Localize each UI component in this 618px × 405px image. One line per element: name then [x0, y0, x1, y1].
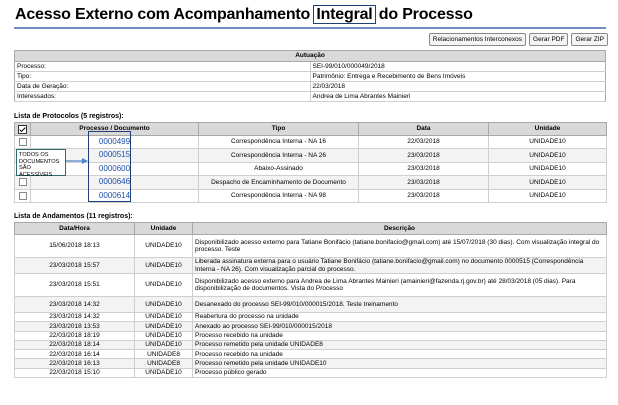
- gerar-zip-button[interactable]: Gerar ZIP: [571, 33, 608, 46]
- unidade-cell: UNIDADE10: [135, 340, 193, 349]
- unidade-cell: UNIDADE10: [135, 368, 193, 377]
- data-cell: 23/03/2018: [359, 176, 489, 189]
- data-cell: 23/03/2018: [359, 149, 489, 162]
- descricao-cell: Processo remetido pela unidade UNIDADE8: [193, 340, 607, 349]
- descricao-cell: Disponibilizado acesso externo para Tatiane Bonifácio (tatiane.bonifacio@gmail.com) até 15/07/2018 (30 dias). Com visualização integral do processo. Teste: [193, 235, 607, 258]
- datahora-cell: 22/03/2018 18:19: [15, 331, 135, 340]
- autuacao-row-processo: [15, 62, 606, 72]
- table-row: [15, 162, 607, 175]
- toolbar: [429, 33, 608, 46]
- autuacao-row-interessados: [15, 92, 606, 102]
- row-checkbox[interactable]: [19, 178, 27, 186]
- tipo-cell: Abaixo-Assinado: [199, 162, 359, 175]
- unidade-cell: UNIDADE10: [489, 149, 607, 162]
- autuacao-label: Processo:: [15, 62, 311, 72]
- datahora-cell: 15/06/2018 18:13: [15, 235, 135, 258]
- data-cell: 23/03/2018: [359, 189, 489, 202]
- col-header-documento[interactable]: Processo / Documento: [31, 123, 199, 136]
- autuacao-value: SEI-99/010/000049/2018: [310, 62, 606, 72]
- col-header-unidade[interactable]: Unidade: [135, 223, 193, 235]
- table-row: [15, 340, 607, 349]
- datahora-cell: 22/03/2018 15:10: [15, 368, 135, 377]
- datahora-cell: 23/03/2018 13:53: [15, 322, 135, 331]
- autuacao-value: Patrimônio: Entrega e Recebimento de Bens Imóveis: [310, 72, 606, 82]
- data-cell: 22/03/2018: [359, 136, 489, 149]
- data-cell: 23/03/2018: [359, 162, 489, 175]
- table-row: [15, 297, 607, 313]
- callout-arrow-icon: [66, 157, 88, 165]
- autuacao-value: 22/03/2018: [310, 82, 606, 92]
- title-divider: [14, 27, 606, 29]
- protocolos-table: [14, 122, 607, 203]
- table-row: [15, 359, 607, 368]
- select-all-cell: [15, 123, 31, 136]
- unidade-cell: UNIDADE10: [489, 136, 607, 149]
- table-row: [15, 149, 607, 162]
- autuacao-row-data-geracao: [15, 82, 606, 92]
- descricao-cell: Processo recebido na unidade: [193, 331, 607, 340]
- datahora-cell: 22/03/2018 18:14: [15, 340, 135, 349]
- unidade-cell: UNIDADE10: [135, 331, 193, 340]
- page-title: [15, 6, 473, 24]
- autuacao-value: Andrea de Lima Abrantes Mainieri: [310, 92, 606, 102]
- descricao-cell: Liberada assinatura externa para o usuário Tatiane Bonifácio (tatiane.bonifacio@gmail.com) no documento 0000515 (Correspondência Interna - NA 26). Com visualização parcial do processo.: [193, 258, 607, 274]
- descricao-cell: Anexado ao processo SEI-99/010/000015/2018: [193, 322, 607, 331]
- autuacao-table: [14, 50, 606, 102]
- col-header-datahora[interactable]: Data/Hora: [15, 223, 135, 235]
- table-row: [15, 136, 607, 149]
- unidade-cell: UNIDADE10: [489, 189, 607, 202]
- table-row: [15, 331, 607, 340]
- table-row: [15, 258, 607, 274]
- row-checkbox[interactable]: [19, 192, 27, 200]
- datahora-cell: 22/03/2018 16:13: [15, 359, 135, 368]
- autuacao-heading: Autuação: [15, 51, 606, 62]
- unidade-cell: UNIDADE8: [135, 350, 193, 359]
- autuacao-row-tipo: [15, 72, 606, 82]
- table-row: [15, 235, 607, 258]
- unidade-cell: UNIDADE10: [135, 313, 193, 322]
- unidade-cell: UNIDADE10: [135, 235, 193, 258]
- table-row: [15, 313, 607, 322]
- unidade-cell: UNIDADE10: [135, 297, 193, 313]
- col-header-data[interactable]: Data: [359, 123, 489, 136]
- protocolos-section-label: Lista de Protocolos (5 registros):: [14, 113, 124, 120]
- unidade-cell: UNIDADE10: [135, 322, 193, 331]
- datahora-cell: 23/03/2018 15:57: [15, 258, 135, 274]
- title-part-1: Acesso Externo com Acompanhamento: [15, 6, 315, 23]
- select-all-checkbox[interactable]: [18, 125, 27, 134]
- andamentos-table: [14, 222, 607, 378]
- autuacao-label: Interessados:: [15, 92, 311, 102]
- document-link[interactable]: 0000614: [98, 190, 131, 200]
- autuacao-label: Tipo:: [15, 72, 311, 82]
- table-row: [15, 368, 607, 377]
- relacionamentos-button[interactable]: Relacionamentos Interconexos: [429, 33, 526, 46]
- andamentos-section-label: Lista de Andamentos (11 registros):: [14, 213, 133, 220]
- unidade-cell: UNIDADE10: [489, 176, 607, 189]
- tipo-cell: Correspondência Interna - NA 16: [199, 136, 359, 149]
- tipo-cell: Correspondência Interna - NA 26: [199, 149, 359, 162]
- gerar-pdf-button[interactable]: Gerar PDF: [529, 33, 568, 46]
- table-row: [15, 189, 607, 202]
- descricao-cell: Reabertura do processo na unidade: [193, 313, 607, 322]
- unidade-cell: UNIDADE10: [489, 162, 607, 175]
- datahora-cell: 23/03/2018 14:32: [15, 313, 135, 322]
- title-part-2: do Processo: [374, 6, 473, 23]
- descricao-cell: Desanexado do processo SEI-99/010/000015/2018. Teste treinamento: [193, 297, 607, 313]
- col-header-unidade[interactable]: Unidade: [489, 123, 607, 136]
- descricao-cell: Processo remetido pela unidade UNIDADE10: [193, 359, 607, 368]
- descricao-cell: Processo público gerado: [193, 368, 607, 377]
- datahora-cell: 22/03/2018 16:14: [15, 350, 135, 359]
- table-row: [15, 176, 607, 189]
- datahora-cell: 23/03/2018 14:32: [15, 297, 135, 313]
- unidade-cell: UNIDADE8: [135, 359, 193, 368]
- descricao-cell: Disponibilizado acesso externo para Andrea de Lima Abrantes Mainieri (amainieri@fazenda.rj.gov.br) até 28/03/2018 (05 dias). Para disponibilização de documentos. Vista do Processo: [193, 274, 607, 297]
- col-header-descricao[interactable]: Descrição: [193, 223, 607, 235]
- document-link[interactable]: 0000600: [98, 163, 131, 173]
- unidade-cell: UNIDADE10: [135, 274, 193, 297]
- datahora-cell: 23/03/2018 15:51: [15, 274, 135, 297]
- document-link[interactable]: 0000646: [98, 177, 131, 187]
- col-header-tipo[interactable]: Tipo: [199, 123, 359, 136]
- documents-callout: TODOS OS DOCUMENTOS SÃO ACESSÍVEIS: [16, 149, 66, 176]
- table-row: [15, 322, 607, 331]
- row-checkbox[interactable]: [19, 138, 27, 146]
- table-row: [15, 274, 607, 297]
- tipo-cell: Despacho de Encaminhamento de Documento: [199, 176, 359, 189]
- unidade-cell: UNIDADE10: [135, 258, 193, 274]
- table-row: [15, 350, 607, 359]
- autuacao-label: Data de Geração:: [15, 82, 311, 92]
- title-highlight: Integral: [316, 6, 373, 23]
- document-link[interactable]: 0000499: [98, 136, 131, 146]
- descricao-cell: Processo recebido na unidade: [193, 350, 607, 359]
- document-link[interactable]: 0000515: [98, 150, 131, 160]
- tipo-cell: Correspondência Interna - NA 98: [199, 189, 359, 202]
